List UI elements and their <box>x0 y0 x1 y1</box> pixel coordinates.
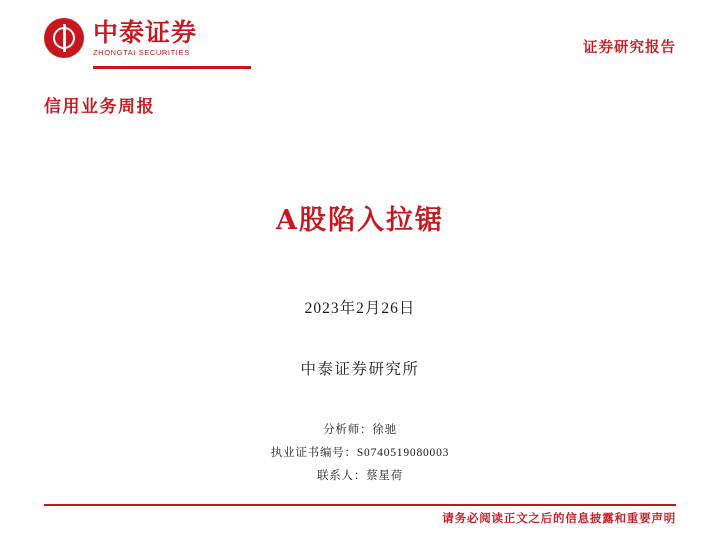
footer-divider <box>44 504 676 506</box>
footer-disclaimer: 请务必阅读正文之后的信息披露和重要声明 <box>442 511 676 525</box>
zhongtai-circle-logo-icon <box>44 18 84 58</box>
research-institute: 中泰证券研究所 <box>300 361 420 378</box>
report-meta-block <box>0 298 720 488</box>
analyst-license: 执业证书编号：S0740519080003 <box>270 447 450 459</box>
report-date: 2023年2月26日 <box>304 300 416 317</box>
page-header <box>44 18 676 70</box>
brand-logo-underline <box>93 66 251 69</box>
brand-name-cn: 中泰证券 <box>93 18 198 47</box>
page-title: A股陷入拉锯 <box>276 205 444 236</box>
contact-person: 联系人：蔡星荷 <box>316 470 404 482</box>
analyst-name: 分析师：徐驰 <box>323 424 397 436</box>
report-series-title: 信用业务周报 <box>44 97 155 117</box>
report-authors <box>0 419 720 488</box>
brand-name-en: ZHONGTAI SECURITIES <box>93 48 190 57</box>
report-category-label: 证券研究报告 <box>583 39 676 56</box>
brand-logo-text <box>93 18 197 58</box>
brand-logo <box>44 18 197 58</box>
